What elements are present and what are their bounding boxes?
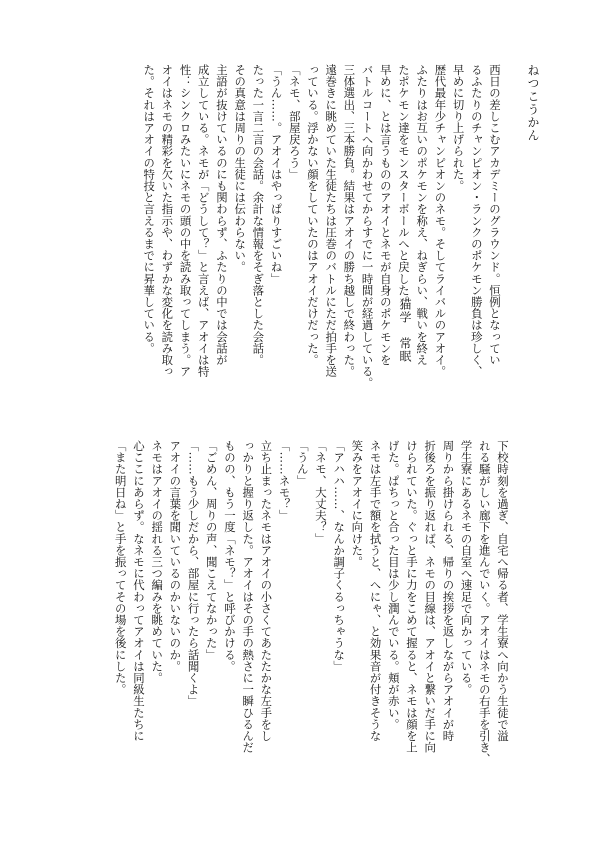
text-line: 心ここにあらず。なネモに代わってアオイは同級生たちに (131, 440, 146, 742)
text-line: オイはネモの精彩を欠いた指示や、わずかな変化を読み取っ (160, 64, 175, 378)
story-title: ねつこうかん (526, 64, 540, 142)
text-line: バトルコートへ向かわせてからすでに一時間が経過している。 (360, 64, 375, 389)
text-line: 「また明日ね」と手を振ってその場を後にした。 (113, 440, 128, 696)
text-line: 立ち止まったネモはアオイの小さくてあたたかな左手をし (259, 440, 274, 742)
text-line: 「ごめん、周りの声、聞こえてなかった」 (204, 440, 219, 661)
text-line: げた。ぱちっと合った目は少し潤んでいる。頬が赤い。 (386, 440, 401, 730)
text-line: 「……ネモ？」 (277, 440, 292, 522)
text-line: た。それはアオイの特技と言えるまでに昇華している。 (142, 64, 157, 354)
text-line: たポケモン達をモンスターボールへと戻した。 (396, 64, 411, 308)
text-line: っている。浮かない顔をしていたのはアオイだけだった。 (305, 64, 320, 366)
text-line: 「……もう少しだから、部屋に行ったら話聞くよ」 (186, 440, 201, 707)
text-line: れる騒がしい廊下を進んでいく。アオイはネモの右手を引き、 (477, 440, 492, 765)
upper-text-block (140, 64, 504, 416)
text-line: 歴代最年少チャンピオンのネモ。そしてライバルのアオイ。 (433, 64, 448, 378)
text-line: けられていた。ぐっと手に力をこめて握ると、ネモは顔を上 (404, 440, 419, 754)
text-line: 「うん……。アオイはやっぱりすごいね」 (269, 64, 284, 285)
text-line: 遠巻きに眺めていた生徒たちは圧巻のバトルにただ拍手を送 (324, 64, 339, 378)
text-line: 早めに、とは言うもののアオイとネモが自身のポケモンを (378, 64, 393, 366)
text-line: 笑みをアオイに向けた。 (350, 440, 365, 568)
text-line: たった一言二言の会話。余計な情報をそぎ落とした会話。 (251, 64, 266, 366)
text-line: 成立している。ネモが「どうして？」と言えば、アオイは特 (196, 64, 211, 378)
text-line: 周りから掛けられる、帰りの挨拶を返しながらアオイが時 (441, 440, 456, 742)
text-line: その真意は周りの生徒には伝わらない。 (233, 64, 248, 273)
text-line: 西日の差しこむアカデミーのグラウンド。恒例となってい (488, 64, 502, 366)
text-line: ネモは左手で額を拭うと、へにゃ、と効果音が付きそうな (368, 440, 383, 742)
text-line: っかりと握り返した。アオイはその手の熱さに一瞬ひるんだ (241, 440, 256, 754)
text-line: るふたりのチャンピオン・ランクのポケモン勝負は珍しく、 (469, 64, 484, 378)
lower-text-block (112, 440, 512, 792)
text-line: 三体選出、三本勝負。結果はアオイの勝ち越しで終わった。 (342, 64, 357, 378)
text-line: ふたりはお互いのポケモンを称え、ねぎらい、戦いを終え (415, 64, 430, 366)
author-byline: 猫学 常眠 (398, 298, 412, 363)
text-line: 「ネモ、大丈夫？」 (313, 440, 328, 545)
text-line: 「アハハ……、なんか調子くるっちゃうな」 (332, 440, 347, 672)
text-line: 学生寮にあるネモの自室へ速足で向かっている。 (459, 440, 474, 696)
text-line: 主語が抜けているのにも関わらず、ふたりの中では会話が (214, 64, 229, 366)
text-line: ものの、もう一度「ネモ？」と呼びかける。 (222, 440, 237, 672)
text-line: ネモはアオイの揺れる三つ編みを眺めていた。 (150, 440, 165, 684)
text-line: 折後ろを振り返れば、ネモの目線は、アオイと繋いだ手に向 (423, 440, 438, 754)
text-line: アオイの言葉を聞いているのかいないのか。 (168, 440, 183, 672)
text-line: 「うん」 (295, 440, 310, 487)
text-line: 「ネモ、部屋戻ろう」 (287, 64, 302, 180)
text-line: 性：シンクロみたいにネモの頭の中を読み取ってしまう。ア (178, 64, 193, 378)
text-line: 早めに切り上げられた。 (451, 64, 466, 192)
text-line: 下校時刻を過ぎ、自宅へ帰る者、学生寮へ向かう生徒で溢 (496, 440, 510, 742)
